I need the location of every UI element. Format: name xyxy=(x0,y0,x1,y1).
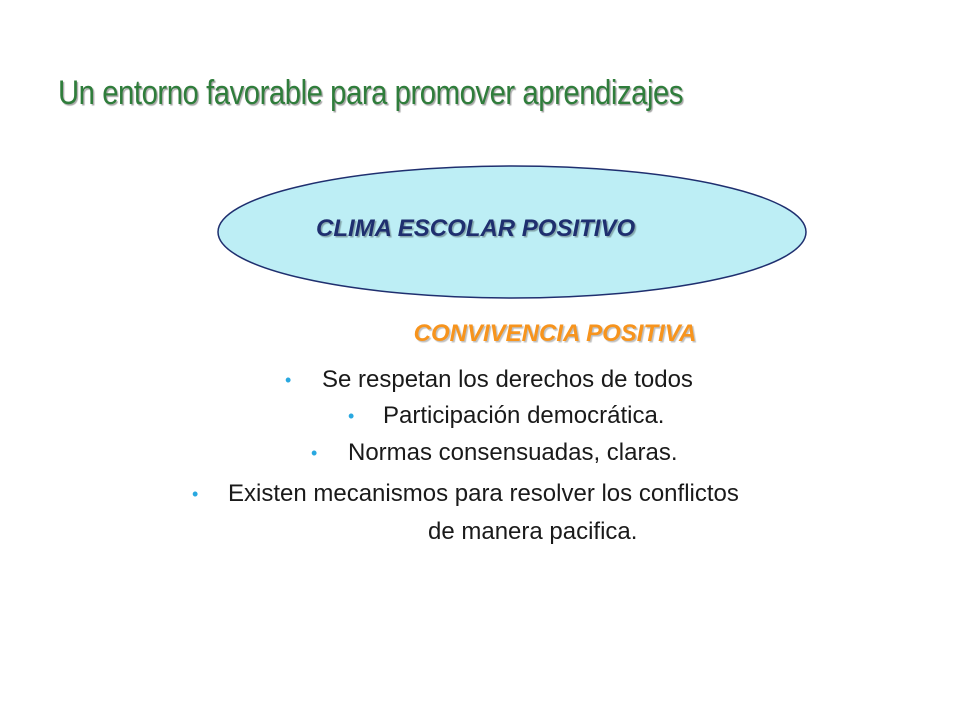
bullet-dot: • xyxy=(348,406,355,426)
bullet-item: Se respetan los derechos de todos xyxy=(322,366,693,393)
bullet-continuation: de manera pacifica. xyxy=(428,518,638,545)
bullet-item: Normas consensuadas, claras. xyxy=(348,439,678,466)
ellipse-label: CLIMA ESCOLAR POSITIVO xyxy=(316,215,636,242)
bullet-dot: • xyxy=(192,484,199,504)
slide-title: Un entorno favorable para promover aprendizajes xyxy=(58,74,684,112)
bullet-item: Existen mecanismos para resolver los conflictos xyxy=(228,480,739,507)
bullet-dot: • xyxy=(285,370,292,390)
bullet-dot: • xyxy=(311,443,318,463)
section-title: CONVIVENCIA POSITIVA xyxy=(413,320,697,347)
bullet-item: Participación democrática. xyxy=(383,402,665,429)
